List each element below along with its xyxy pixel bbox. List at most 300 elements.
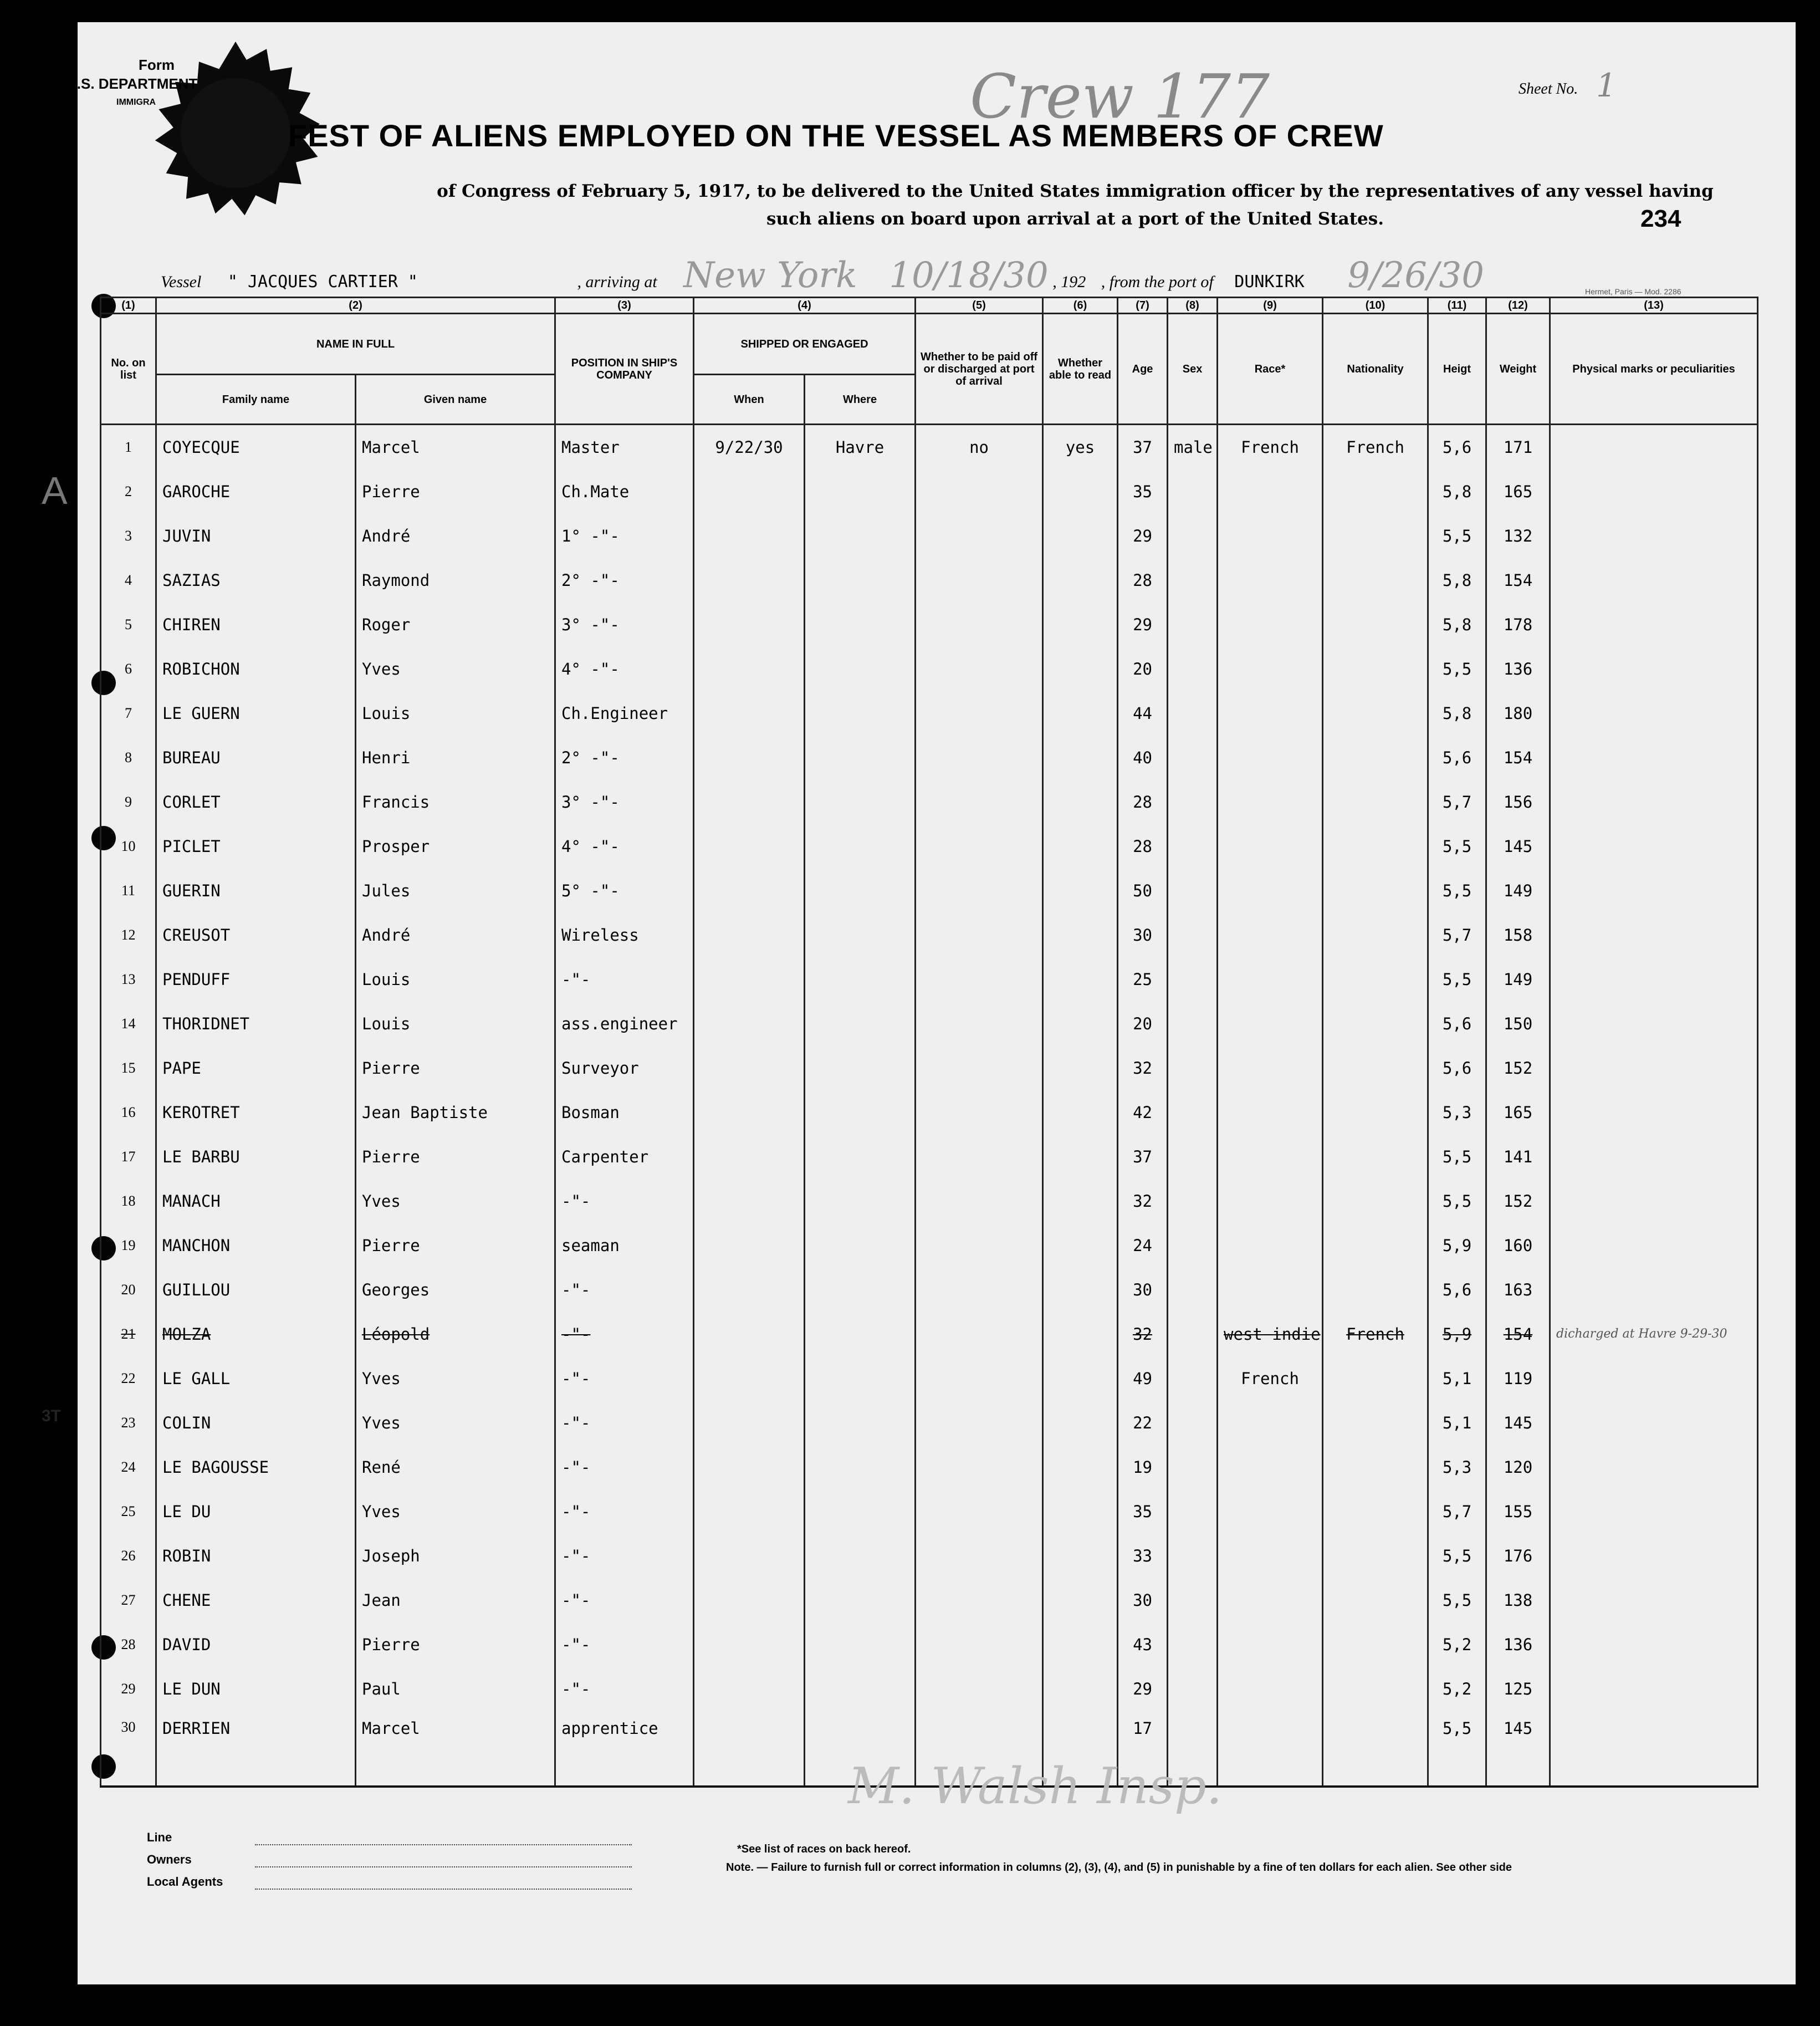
family-name: LE GALL (156, 1356, 356, 1401)
family-name: CHENE (156, 1578, 356, 1622)
shipped-where (805, 1002, 916, 1046)
age: 32 (1118, 1046, 1168, 1090)
able-to-read (1043, 1401, 1118, 1445)
sex (1168, 824, 1218, 869)
weight: 163 (1486, 1268, 1550, 1312)
able-to-read (1043, 1223, 1118, 1268)
nationality (1323, 1711, 1428, 1787)
physical-marks (1550, 469, 1758, 514)
weight: 154 (1486, 736, 1550, 780)
sex (1168, 1046, 1218, 1090)
column-number-row (101, 298, 1758, 314)
table-row (101, 1489, 1758, 1534)
nationality (1323, 1489, 1428, 1534)
position: -"- (555, 1622, 694, 1667)
age: 43 (1118, 1622, 1168, 1667)
able-to-read (1043, 1046, 1118, 1090)
given-name: Yves (356, 647, 555, 691)
shipped-when (694, 514, 805, 558)
vessel-line (161, 255, 1484, 296)
given-name: Yves (356, 1356, 555, 1401)
given-name: Marcel (356, 425, 555, 470)
paid-off (916, 558, 1043, 603)
sex (1168, 1401, 1218, 1445)
age: 20 (1118, 647, 1168, 691)
nationality (1323, 558, 1428, 603)
table-row (101, 514, 1758, 558)
age: 35 (1118, 469, 1168, 514)
race (1218, 869, 1323, 913)
family-name: COLIN (156, 1401, 356, 1445)
given-name: René (356, 1445, 555, 1489)
weight: 178 (1486, 603, 1550, 647)
physical-marks (1550, 514, 1758, 558)
nationality (1323, 1578, 1428, 1622)
col-num: (13) (1550, 298, 1758, 314)
row-number: 11 (101, 869, 156, 913)
crew-count-annotation: Crew 177 (970, 61, 1270, 132)
sex: male (1168, 425, 1218, 470)
nationality (1323, 1401, 1428, 1445)
physical-marks (1550, 1534, 1758, 1578)
nationality (1323, 1667, 1428, 1711)
position: -"- (555, 1312, 694, 1356)
position: -"- (555, 1534, 694, 1578)
shipped-when (694, 1179, 805, 1223)
table-row (101, 1667, 1758, 1711)
able-to-read (1043, 1002, 1118, 1046)
weight: 156 (1486, 780, 1550, 824)
nationality (1323, 1445, 1428, 1489)
col-header-nationality: Nationality (1323, 314, 1428, 425)
table-row (101, 691, 1758, 736)
sex (1168, 1489, 1218, 1534)
height: 5,5 (1428, 1135, 1486, 1179)
paid-off (916, 647, 1043, 691)
shipped-where (805, 514, 916, 558)
family-name: MANCHON (156, 1223, 356, 1268)
position: 3° -"- (555, 603, 694, 647)
row-number: 5 (101, 603, 156, 647)
sex (1168, 736, 1218, 780)
paid-off (916, 736, 1043, 780)
sex (1168, 1578, 1218, 1622)
position: Ch.Engineer (555, 691, 694, 736)
given-name: Paul (356, 1667, 555, 1711)
shipped-where (805, 1401, 916, 1445)
race (1218, 1445, 1323, 1489)
height: 5,8 (1428, 691, 1486, 736)
owners-label: Owners (147, 1853, 192, 1866)
margin-mark: A (42, 469, 68, 512)
race (1218, 1135, 1323, 1179)
shipped-where (805, 913, 916, 957)
table-row (101, 1445, 1758, 1489)
nationality (1323, 913, 1428, 957)
col-num: (7) (1118, 298, 1168, 314)
family-name: LE DU (156, 1489, 356, 1534)
able-to-read (1043, 1135, 1118, 1179)
race (1218, 1401, 1323, 1445)
age: 30 (1118, 1578, 1168, 1622)
shipped-when (694, 1268, 805, 1312)
able-to-read (1043, 1667, 1118, 1711)
able-to-read (1043, 603, 1118, 647)
shipped-when: 9/22/30 (694, 425, 805, 470)
able-to-read (1043, 957, 1118, 1002)
table-row (101, 1046, 1758, 1090)
weight: 160 (1486, 1223, 1550, 1268)
given-name: Pierre (356, 1622, 555, 1667)
arrival-date: 10/18/30 (889, 255, 1049, 296)
sex (1168, 1622, 1218, 1667)
paid-off (916, 780, 1043, 824)
row-number: 20 (101, 1268, 156, 1312)
family-name: CREUSOT (156, 913, 356, 957)
weight: 154 (1486, 558, 1550, 603)
given-name: Roger (356, 603, 555, 647)
shipped-when (694, 1356, 805, 1401)
paid-off (916, 1002, 1043, 1046)
sex (1168, 1223, 1218, 1268)
position: seaman (555, 1223, 694, 1268)
nationality (1323, 603, 1428, 647)
sex (1168, 1268, 1218, 1312)
height: 5,5 (1428, 957, 1486, 1002)
age: 37 (1118, 425, 1168, 470)
position: -"- (555, 1489, 694, 1534)
position: Wireless (555, 913, 694, 957)
able-to-read (1043, 558, 1118, 603)
physical-marks (1550, 1268, 1758, 1312)
family-name: PENDUFF (156, 957, 356, 1002)
shipped-when (694, 913, 805, 957)
table-row (101, 736, 1758, 780)
race (1218, 1578, 1323, 1622)
age: 32 (1118, 1312, 1168, 1356)
weight: 119 (1486, 1356, 1550, 1401)
physical-marks (1550, 824, 1758, 869)
weight: 145 (1486, 1401, 1550, 1445)
paid-off (916, 1268, 1043, 1312)
height: 5,1 (1428, 1401, 1486, 1445)
shipped-when (694, 603, 805, 647)
row-number: 26 (101, 1534, 156, 1578)
sex (1168, 1534, 1218, 1578)
height: 5,8 (1428, 469, 1486, 514)
shipped-when (694, 1445, 805, 1489)
family-name: DERRIEN (156, 1711, 356, 1787)
shipped-when (694, 824, 805, 869)
able-to-read (1043, 780, 1118, 824)
physical-marks (1550, 1090, 1758, 1135)
height: 5,9 (1428, 1312, 1486, 1356)
table-row (101, 1135, 1758, 1179)
shipped-where (805, 1578, 916, 1622)
paid-off (916, 869, 1043, 913)
height: 5,5 (1428, 824, 1486, 869)
weight: 145 (1486, 824, 1550, 869)
height: 5,5 (1428, 647, 1486, 691)
able-to-read (1043, 1489, 1118, 1534)
shipped-when (694, 691, 805, 736)
family-name: DAVID (156, 1622, 356, 1667)
shipped-when (694, 1135, 805, 1179)
height: 5,5 (1428, 869, 1486, 913)
shipped-where (805, 603, 916, 647)
row-number: 3 (101, 514, 156, 558)
race (1218, 780, 1323, 824)
shipped-when (694, 1489, 805, 1534)
physical-marks (1550, 1135, 1758, 1179)
table-row (101, 824, 1758, 869)
age: 28 (1118, 558, 1168, 603)
position: 2° -"- (555, 736, 694, 780)
line-label: Line (147, 1830, 172, 1844)
paid-off (916, 1445, 1043, 1489)
weight: 150 (1486, 1002, 1550, 1046)
position: Surveyor (555, 1046, 694, 1090)
race (1218, 469, 1323, 514)
row-number: 6 (101, 647, 156, 691)
race (1218, 1268, 1323, 1312)
col-num: (11) (1428, 298, 1486, 314)
sex (1168, 957, 1218, 1002)
given-name: Léopold (356, 1312, 555, 1356)
physical-marks (1550, 1046, 1758, 1090)
table-row (101, 603, 1758, 647)
paid-off (916, 1489, 1043, 1534)
table-row (101, 1578, 1758, 1622)
given-name: Yves (356, 1401, 555, 1445)
position: ass.engineer (555, 1002, 694, 1046)
family-name: THORIDNET (156, 1002, 356, 1046)
able-to-read (1043, 514, 1118, 558)
height: 5,1 (1428, 1356, 1486, 1401)
age: 17 (1118, 1711, 1168, 1787)
row-number: 18 (101, 1179, 156, 1223)
race (1218, 1667, 1323, 1711)
physical-marks (1550, 1401, 1758, 1445)
col-header-age: Age (1118, 314, 1168, 425)
race: west indie (1218, 1312, 1323, 1356)
position: -"- (555, 1401, 694, 1445)
able-to-read (1043, 1622, 1118, 1667)
race (1218, 824, 1323, 869)
col-header-weight: Weight (1486, 314, 1550, 425)
given-name: Marcel (356, 1711, 555, 1787)
race: French (1218, 425, 1323, 470)
row-number: 4 (101, 558, 156, 603)
weight: 176 (1486, 1534, 1550, 1578)
position: -"- (555, 1667, 694, 1711)
able-to-read (1043, 1445, 1118, 1489)
given-name: Yves (356, 1489, 555, 1534)
race (1218, 1711, 1323, 1787)
age: 29 (1118, 603, 1168, 647)
nationality (1323, 647, 1428, 691)
crew-manifest-table (100, 297, 1758, 1788)
nationality (1323, 691, 1428, 736)
col-header-read: Whether able to read (1043, 314, 1118, 425)
sex (1168, 1002, 1218, 1046)
shipped-when (694, 1002, 805, 1046)
nationality (1323, 1356, 1428, 1401)
row-number: 19 (101, 1223, 156, 1268)
able-to-read (1043, 1268, 1118, 1312)
given-name: Francis (356, 780, 555, 824)
table-row (101, 1179, 1758, 1223)
col-header-paid-off: Whether to be paid off or discharged at port of arrival (916, 314, 1043, 425)
printer-mark: Hermet, Paris — Mod. 2286 (1585, 287, 1681, 296)
nationality (1323, 780, 1428, 824)
sex (1168, 1090, 1218, 1135)
height: 5,5 (1428, 1179, 1486, 1223)
page-number: 234 (1640, 205, 1681, 232)
paid-off (916, 1090, 1043, 1135)
shipped-where (805, 736, 916, 780)
sheet-number: 1 (1596, 67, 1617, 104)
height: 5,7 (1428, 1489, 1486, 1534)
shipped-where: Havre (805, 425, 916, 470)
position: -"- (555, 1445, 694, 1489)
local-agents-label: Local Agents (147, 1875, 223, 1889)
agents-rule (255, 1889, 632, 1890)
shipped-when (694, 736, 805, 780)
crew-rows (101, 425, 1758, 1787)
shipped-when (694, 558, 805, 603)
physical-marks (1550, 1002, 1758, 1046)
weight: 149 (1486, 869, 1550, 913)
able-to-read (1043, 869, 1118, 913)
table-row (101, 1401, 1758, 1445)
shipped-where (805, 1090, 916, 1135)
race (1218, 957, 1323, 1002)
height: 5,2 (1428, 1667, 1486, 1711)
table-row (101, 558, 1758, 603)
given-name: Louis (356, 957, 555, 1002)
arriving-port: New York (683, 255, 857, 296)
paid-off (916, 1223, 1043, 1268)
family-name: GUERIN (156, 869, 356, 913)
row-number: 24 (101, 1445, 156, 1489)
arriving-label: , arriving at (577, 273, 657, 291)
family-name: ROBIN (156, 1534, 356, 1578)
paid-off (916, 691, 1043, 736)
shipped-when (694, 869, 805, 913)
position: Master (555, 425, 694, 470)
vessel-name: " JACQUES CARTIER " (227, 272, 418, 292)
sex (1168, 780, 1218, 824)
age: 32 (1118, 1179, 1168, 1223)
sex (1168, 1445, 1218, 1489)
family-name: PAPE (156, 1046, 356, 1090)
age: 50 (1118, 869, 1168, 913)
given-name: Pierre (356, 469, 555, 514)
col-num: (4) (694, 298, 916, 314)
race (1218, 647, 1323, 691)
family-name: LE BAGOUSSE (156, 1445, 356, 1489)
year-prefix: , 192 (1052, 273, 1086, 291)
given-name: Henri (356, 736, 555, 780)
row-number: 27 (101, 1578, 156, 1622)
paid-off: no (916, 425, 1043, 470)
family-name: PICLET (156, 824, 356, 869)
col-header-family-name: Family name (156, 375, 356, 425)
table-row (101, 1090, 1758, 1135)
nationality (1323, 1622, 1428, 1667)
able-to-read (1043, 1578, 1118, 1622)
row-number: 9 (101, 780, 156, 824)
table-row (101, 869, 1758, 913)
position: 1° -"- (555, 514, 694, 558)
col-num: (12) (1486, 298, 1550, 314)
weight: 120 (1486, 1445, 1550, 1489)
col-num: (9) (1218, 298, 1323, 314)
shipped-when (694, 1578, 805, 1622)
given-name: Pierre (356, 1135, 555, 1179)
race (1218, 736, 1323, 780)
weight: 141 (1486, 1135, 1550, 1179)
page-title: FEST OF ALIENS EMPLOYED ON THE VESSEL AS MEMBERS OF CREW (288, 118, 1384, 153)
physical-marks (1550, 647, 1758, 691)
family-name: BUREAU (156, 736, 356, 780)
row-number: 14 (101, 1002, 156, 1046)
col-num: (10) (1323, 298, 1428, 314)
race (1218, 691, 1323, 736)
shipped-where (805, 469, 916, 514)
shipped-where (805, 1223, 916, 1268)
table-row (101, 1223, 1758, 1268)
row-number: 15 (101, 1046, 156, 1090)
form-identifier: Form U.S. DEPARTMENT IMMIGRA (67, 57, 198, 107)
shipped-when (694, 1312, 805, 1356)
able-to-read (1043, 469, 1118, 514)
shipped-where (805, 1445, 916, 1489)
race (1218, 1223, 1323, 1268)
sex (1168, 1312, 1218, 1356)
row-number: 2 (101, 469, 156, 514)
sex (1168, 1356, 1218, 1401)
col-num: (3) (555, 298, 694, 314)
age: 29 (1118, 1667, 1168, 1711)
penalty-note: Note. — Failure to furnish full or correct information in columns (2), (3), (4), and (5) in punishable by a fine of ten dollars for each alien. See other side (726, 1861, 1512, 1874)
height: 5,5 (1428, 1578, 1486, 1622)
able-to-read (1043, 1534, 1118, 1578)
shipped-when (694, 1534, 805, 1578)
age: 44 (1118, 691, 1168, 736)
height: 5,3 (1428, 1445, 1486, 1489)
shipped-where (805, 1667, 916, 1711)
row-number: 17 (101, 1135, 156, 1179)
height: 5,6 (1428, 425, 1486, 470)
race (1218, 514, 1323, 558)
physical-marks (1550, 425, 1758, 470)
sex (1168, 469, 1218, 514)
race (1218, 1002, 1323, 1046)
nationality: French (1323, 425, 1428, 470)
col-num: (2) (156, 298, 555, 314)
shipped-where (805, 1489, 916, 1534)
weight: 125 (1486, 1667, 1550, 1711)
row-number: 12 (101, 913, 156, 957)
shipped-where (805, 691, 916, 736)
table-row (101, 913, 1758, 957)
physical-marks (1550, 869, 1758, 913)
sex (1168, 1135, 1218, 1179)
family-name: CHIREN (156, 603, 356, 647)
physical-marks (1550, 1356, 1758, 1401)
